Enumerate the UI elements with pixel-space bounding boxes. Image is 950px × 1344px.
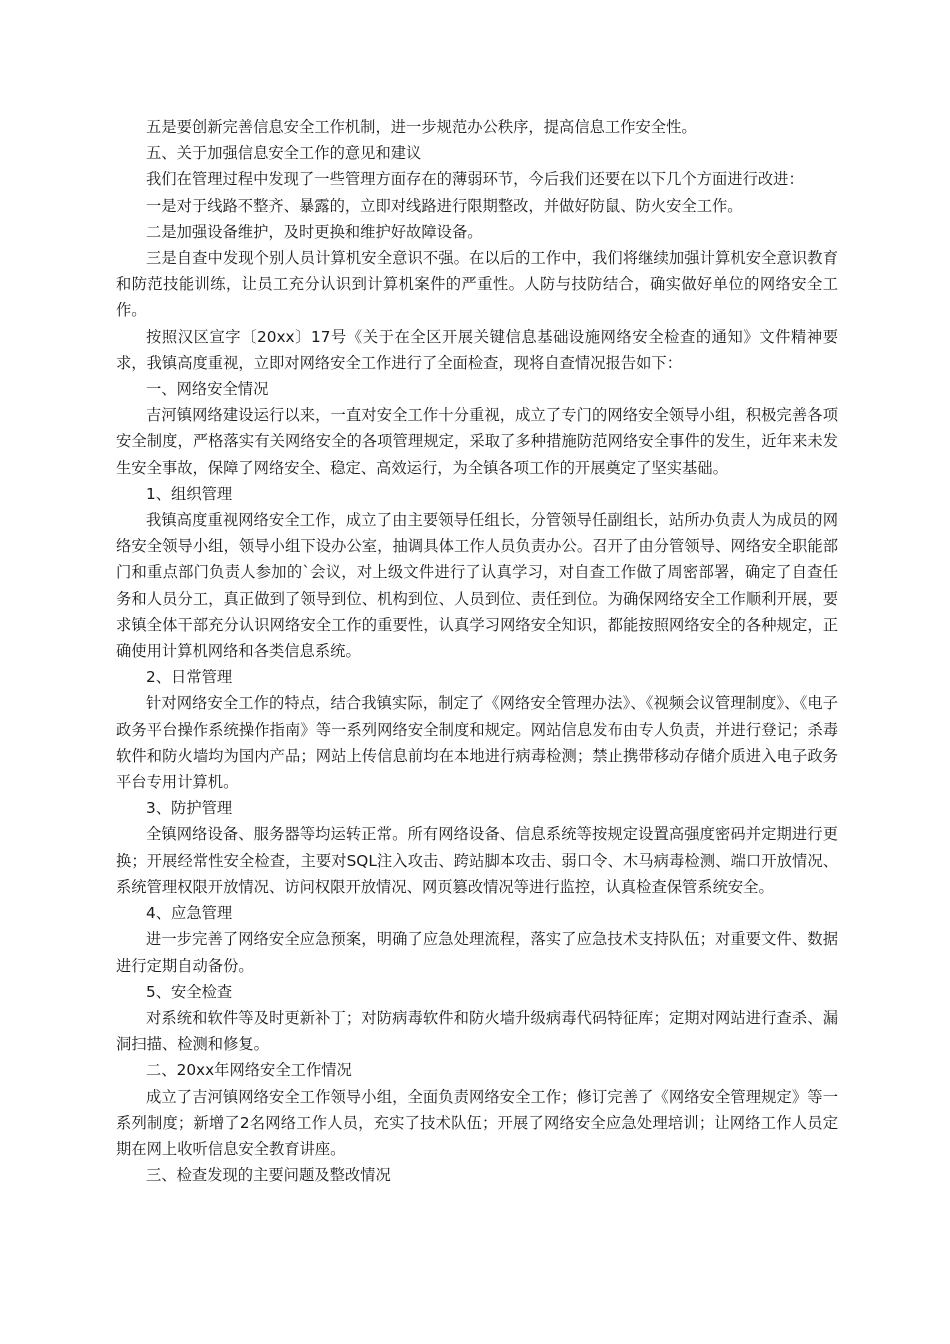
- paragraph: 全镇网络设备、服务器等均运转正常。所有网络设备、信息系统等按规定设置高强度密码并定期进行更换；开展经常性安全检查，主要对SQL注入攻击、跨站脚本攻击、弱口令、木马病毒检测、端口开放情况、系统管理权限开放情况、访问权限开放情况、网页篡改情况等进行监控，认真检查保管系统安全。: [116, 825, 838, 896]
- paragraph: 我镇高度重视网络安全工作，成立了由主要领导任组长，分管领导任副组长，站所办负责人为成员的网络安全领导小组，领导小组下设办公室，抽调具体工作人员负责办公。召开了由分管领导、网络安全职能部门和重点部门负责人参加的`会议，对上级文件进行了认真学习，对自查工作做了周密部署，确定了自查任务和人员分工，真正做到了领导到位、机构到位、人员到位、责任到位。为确保网络安全工作顺利开展，要求镇全体干部充分认识网络安全工作的重要性，认真学习网络安全知识，都能按照网络安全的各种规定，正确使用计算机网络和各类信息系统。: [116, 511, 838, 661]
- paragraph: 针对网络安全工作的特点，结合我镇实际，制定了《网络安全管理办法》、《视频会议管理制度》、《电子政务平台操作系统操作指南》等一系列网络安全制度和规定。网站信息发布由专人负责，并进行登记；杀毒软件和防火墙均为国内产品；网站上传信息前均在本地进行病毒检测；禁止携带移动存储介质进入电子政务平台专用计算机。: [116, 694, 838, 792]
- paragraph: 一是对于线路不整齐、暴露的，立即对线路进行限期整改，并做好防鼠、防火安全工作。: [146, 196, 743, 215]
- section-heading: 二、20xx年网络安全工作情况: [146, 1061, 352, 1080]
- paragraph: 三是自查中发现个别人员计算机安全意识不强。在以后的工作中，我们将继续加强计算机安全意识教育和防范技能训练，让员工充分认识到计算机案件的严重性。人防与技防结合，确实做好单位的网络安全工作。: [116, 249, 838, 320]
- paragraph: 成立了吉河镇网络安全工作领导小组，全面负责网络安全工作；修订完善了《网络安全管理规定》等一系列制度；新增了2名网络工作人员，充实了技术队伍；开展了网络安全应急处理培训；让网络工作人员定期在网上收听信息安全教育讲座。: [116, 1087, 838, 1158]
- paragraph: 吉河镇网络建设运行以来，一直对安全工作十分重视，成立了专门的网络安全领导小组，积极完善各项安全制度，严格落实有关网络安全的各项管理规定，采取了多种措施防范网络安全事件的发生，近年来未发生安全事故，保障了网络安全、稳定、高效运行，为全镇各项工作的开展奠定了坚实基础。: [116, 406, 838, 477]
- subsection-heading: 4、应急管理: [146, 904, 233, 923]
- paragraph: 二是加强设备维护，及时更换和维护好故障设备。: [146, 222, 483, 241]
- subsection-heading: 1、组织管理: [146, 484, 233, 503]
- subsection-heading: 3、防护管理: [146, 799, 233, 818]
- section-heading: 五、关于加强信息安全工作的意见和建议: [146, 144, 422, 163]
- paragraph: 进一步完善了网络安全应急预案，明确了应急处理流程，落实了应急技术支持队伍；对重要文件、数据进行定期自动备份。: [116, 930, 838, 975]
- paragraph: 按照汉区宣字〔20xx〕17号《关于在全区开展关键信息基础设施网络安全检查的通知》文件精神要求，我镇高度重视，立即对网络安全工作进行了全面检查，现将自查情况报告如下：: [116, 327, 838, 372]
- subsection-heading: 2、日常管理: [146, 668, 233, 687]
- subsection-heading: 5、安全检查: [146, 982, 233, 1001]
- section-heading: 一、网络安全情况: [146, 380, 269, 399]
- section-heading: 三、检查发现的主要问题及整改情况: [146, 1166, 391, 1185]
- document-body: [116, 114, 838, 1188]
- paragraph: 对系统和软件等及时更新补丁；对防病毒软件和防火墙升级病毒代码特征库；定期对网站进行查杀、漏洞扫描、检测和修复。: [116, 1008, 838, 1054]
- paragraph: 我们在管理过程中发现了一些管理方面存在的薄弱环节，今后我们还要在以下几个方面进行改进：: [146, 170, 804, 189]
- paragraph: 五是要创新完善信息安全工作机制，进一步规范办公秩序，提高信息工作安全性。: [146, 118, 697, 136]
